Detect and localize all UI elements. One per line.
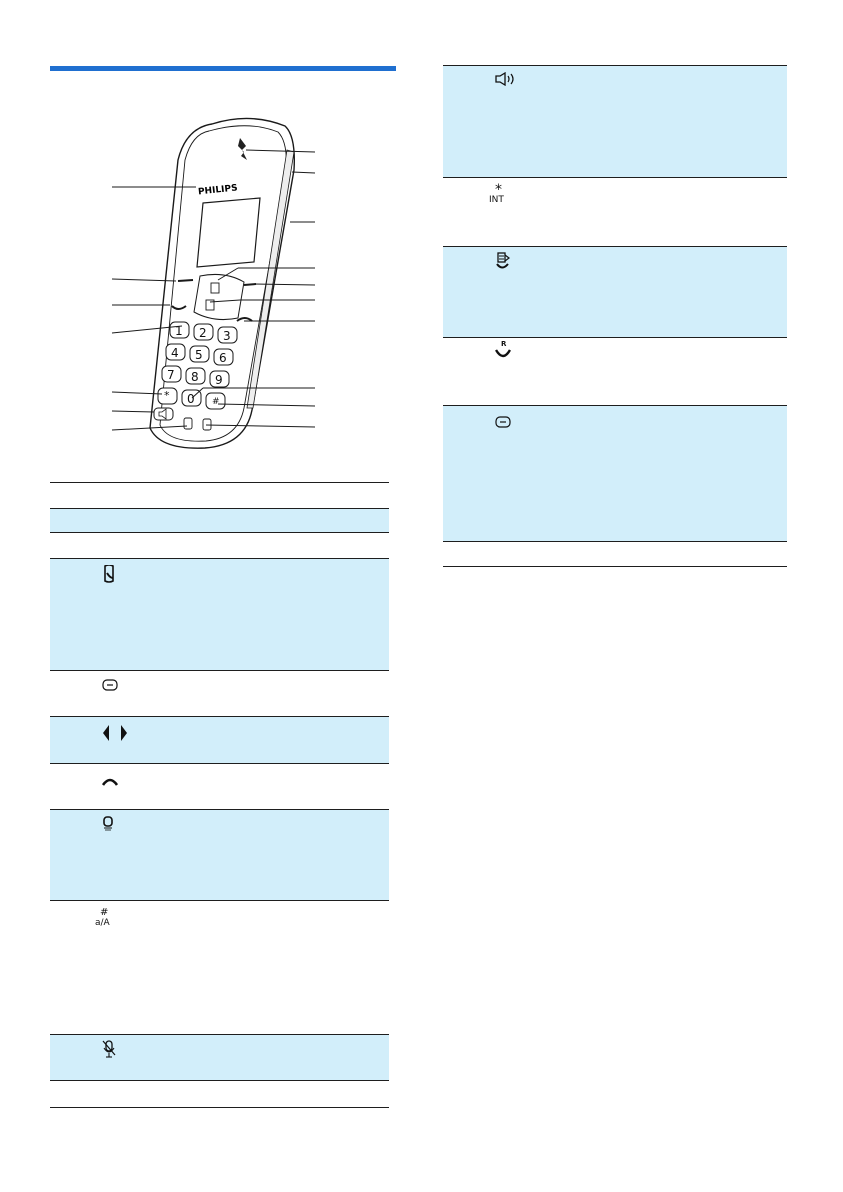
table-row	[50, 1081, 389, 1107]
table-row	[50, 671, 389, 716]
key-speaker[interactable]	[154, 408, 173, 420]
table-row	[443, 178, 787, 246]
svg-text:0: 0	[187, 392, 195, 406]
key-3[interactable]	[218, 327, 237, 343]
key-5[interactable]	[190, 346, 209, 362]
display-screen	[197, 198, 260, 267]
key-9[interactable]	[210, 371, 229, 387]
key-8[interactable]	[186, 368, 205, 384]
svg-text:#: #	[212, 397, 220, 407]
svg-text:9: 9	[215, 373, 223, 387]
intercom-key-sublabel: INT	[489, 195, 504, 205]
table-row	[443, 247, 787, 337]
table-row	[50, 559, 389, 670]
table-row	[50, 533, 389, 558]
table-row	[50, 509, 389, 532]
navigation-cluster[interactable]	[194, 274, 244, 319]
key-1[interactable]	[170, 322, 189, 338]
right-key-table	[443, 65, 787, 567]
key-6[interactable]	[214, 349, 233, 365]
brand-logo: PHILIPS	[197, 183, 239, 198]
menu-key-icon	[102, 679, 124, 697]
svg-text:1: 1	[175, 324, 183, 338]
key-2[interactable]	[194, 324, 213, 340]
svg-text:3: 3	[223, 329, 231, 343]
left-key-table	[50, 482, 389, 1108]
speaker-icon	[495, 72, 519, 90]
key-4[interactable]	[166, 344, 185, 360]
hash-key-sublabel: a/A	[95, 918, 110, 928]
handset-illustration	[0, 110, 420, 470]
left-soft-key[interactable]	[178, 280, 193, 281]
key-7[interactable]	[162, 366, 181, 382]
recall-talk-icon	[495, 348, 517, 366]
key-hash[interactable]	[206, 393, 225, 409]
mute-key[interactable]	[203, 419, 211, 430]
table-row	[443, 338, 787, 405]
svg-text:4: 4	[171, 346, 179, 360]
table-row	[443, 406, 787, 541]
table-row	[50, 717, 389, 763]
left-right-arrows-icon	[102, 725, 132, 743]
table-row	[50, 483, 389, 508]
table-row	[50, 764, 389, 809]
table-row	[443, 542, 787, 566]
svg-text:5: 5	[195, 348, 203, 362]
keypad-lock-key[interactable]	[184, 418, 192, 429]
table-row	[50, 1035, 389, 1080]
key-star[interactable]	[158, 388, 177, 404]
section-accent-bar	[50, 66, 396, 71]
svg-text:8: 8	[191, 370, 199, 384]
mute-microphone-icon	[102, 1040, 124, 1058]
call-log-phonebook-icon	[102, 565, 124, 583]
star-key-label: *	[495, 182, 502, 198]
svg-text:7: 7	[167, 368, 175, 382]
keypad-lock-icon	[102, 816, 124, 834]
table-row	[50, 810, 389, 900]
table-row	[50, 901, 389, 1034]
svg-text:6: 6	[219, 351, 227, 365]
hash-key-label: #	[100, 907, 109, 918]
redial-icon	[495, 252, 517, 270]
recall-key-label: R	[501, 340, 507, 348]
menu-key-icon	[495, 416, 517, 434]
svg-text:*: *	[164, 389, 170, 402]
svg-text:2: 2	[199, 326, 207, 340]
table-row	[443, 66, 787, 177]
end-call-icon	[102, 777, 124, 795]
